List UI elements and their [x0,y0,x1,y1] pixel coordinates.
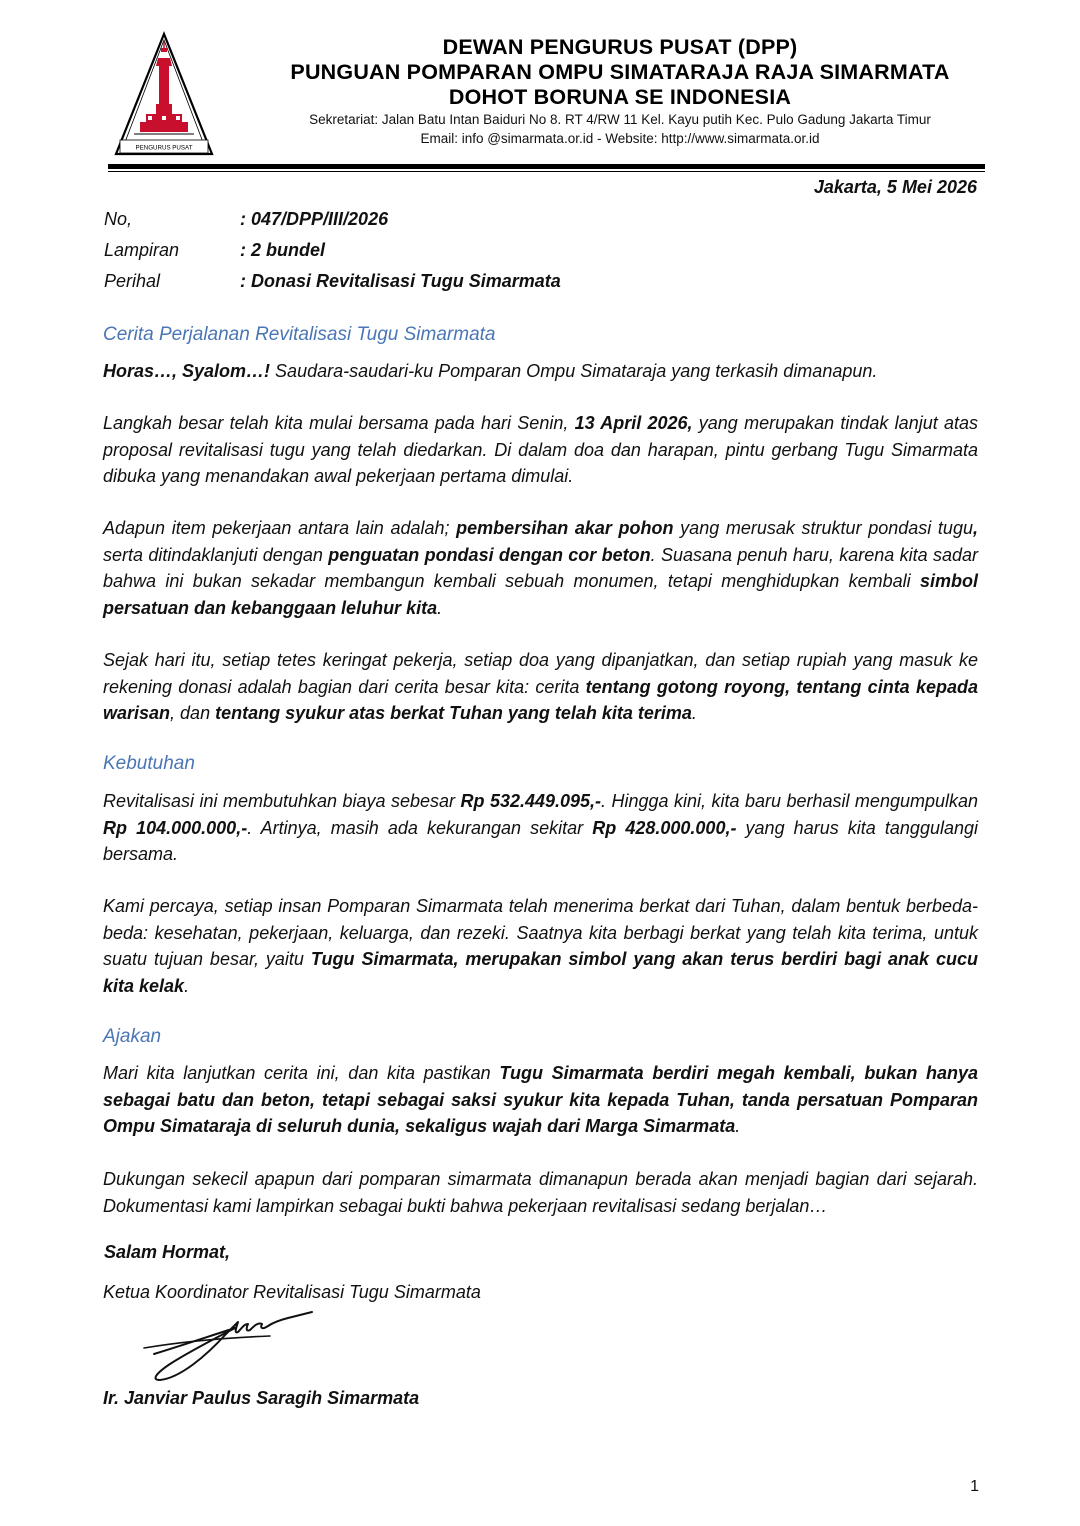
org-name-line-1: DEWAN PENGURUS PUSAT (DPP) [442,35,798,59]
signer-name: Ir. Janviar Paulus Saragih Simarmata [103,1388,420,1408]
paragraph-start: Langkah besar telah kita mulai bersama pada hari Senin, 13 April 2026, yang merupakan tindak lanjut atas proposal revitalisasi tugu yang telah diedarkan. Di dalam doa dan harapan, pintu gerbang Tugu Simarmata dibuka yang menandakan awal pekerjaan pertama dimulai. [103,413,978,486]
paragraph-story: Sejak hari itu, setiap tetes keringat pekerja, setiap doa yang dipanjatkan, dan setiap rupiah yang masuk ke rekening donasi adalah bagian dari cerita besar kita: cerita tentang gotong royong, tentang cinta kepada warisan, dan tentang syukur atas berkat Tuhan yang telah kita terima. [103,650,978,723]
svg-text:PENGURUS PUSAT: PENGURUS PUSAT [135,144,193,152]
meta-row-subject [104,268,561,299]
section-title-story: Cerita Perjalanan Revitalisasi Tugu Simarmata [103,324,496,345]
paragraph-support: Dukungan sekecil apapun dari pomparan simarmata dimanapun berada akan menjadi bagian dari sejarah. Dokumentasi kami lampirkan sebagai bukti bahwa pekerjaan revitalisasi sedang berjalan… [103,1169,978,1216]
paragraph-invitation: Mari kita lanjutkan cerita ini, dan kita pastikan Tugu Simarmata berdiri megah kembali, bukan hanya sebagai batu dan beton, tetapi sebagai saksi syukur kita kepada Tuhan, tanda persatuan Pomparan Ompu Simataraja di seluruh dunia, sekaligus wajah dari Marga Simarmata. [103,1063,978,1136]
organization-logo [112,30,216,162]
paragraph-work-items: Adapun item pekerjaan antara lain adalah; pembersihan akar pohon yang merusak struktur pondasi tugu, serta ditindaklanjuti dengan penguatan pondasi dengan cor beton. Suasana penuh haru, karena kita sadar bahwa ini bukan sekadar membangun kembali sebuah monumen, tetapi menghidupkan kembali simbol persatuan dan kebanggaan leluhur kita. [103,518,978,618]
handwritten-signature [140,1306,320,1386]
org-name-line-2: PUNGUAN POMPARAN OMPU SIMATARAJA RAJA SIMARMATA [290,60,950,84]
paragraph-blessing: Kami percaya, setiap insan Pomparan Simarmata telah menerima berkat dari Tuhan, dalam bentuk berbeda-beda: kesehatan, pekerjaan, keluarga, dan rezeki. Saatnya kita berbagi berkat yang telah kita terima, untuk suatu tujuan besar, yaitu Tugu Simarmata, merupakan simbol yang akan terus berdiri bagi anak cucu kita kelak. [103,896,979,996]
secretariat-address: Sekretariat: Jalan Batu Intan Baiduri No 8. RT 4/RW 11 Kel. Kayu putih Kec. Pulo Gadung Jakarta Timur [309,112,931,127]
org-name-line-3: DOHOT BORUNA SE INDONESIA [448,85,792,109]
paragraph-budget: Revitalisasi ini membutuhkan biaya sebesar Rp 532.449.095,-. Hingga kini, kita baru berhasil mengumpulkan Rp 104.000.000,-. Artinya, masih ada kekurangan sekitar Rp 428.000.000,- yang harus kita tanggulangi bersama. [103,791,979,864]
contact-info: Email: info @simarmata.or.id - Website: http://www.simarmata.or.id [420,131,820,146]
paragraph-greeting: Horas…, Syalom…! Saudara-saudari-ku Pomparan Ompu Simataraja yang terkasih dimanapun. [103,361,878,381]
meta-label: Lampiran [104,240,180,260]
signer-role: Ketua Koordinator Revitalisasi Tugu Simarmata [103,1282,481,1302]
meta-row-number [104,206,561,237]
meta-row-attachment [104,237,561,268]
section-title-needs: Kebutuhan [103,753,195,774]
meta-value: : 2 bundel [240,240,325,260]
section-title-invitation: Ajakan [103,1026,162,1047]
letter-date: Jakarta, 5 Mei 2026 [813,177,977,197]
letter-meta [104,206,561,299]
meta-label: No, [104,209,133,229]
header-divider-thick [108,164,985,169]
meta-value: : 047/DPP/III/2026 [240,209,389,229]
closing-salutation: Salam Hormat, [104,1242,231,1262]
meta-label: Perihal [104,271,161,291]
letterhead [245,35,995,148]
meta-value: : Donasi Revitalisasi Tugu Simarmata [240,271,561,291]
header-divider-thin [108,171,985,172]
page-number: 1 [970,1478,979,1495]
